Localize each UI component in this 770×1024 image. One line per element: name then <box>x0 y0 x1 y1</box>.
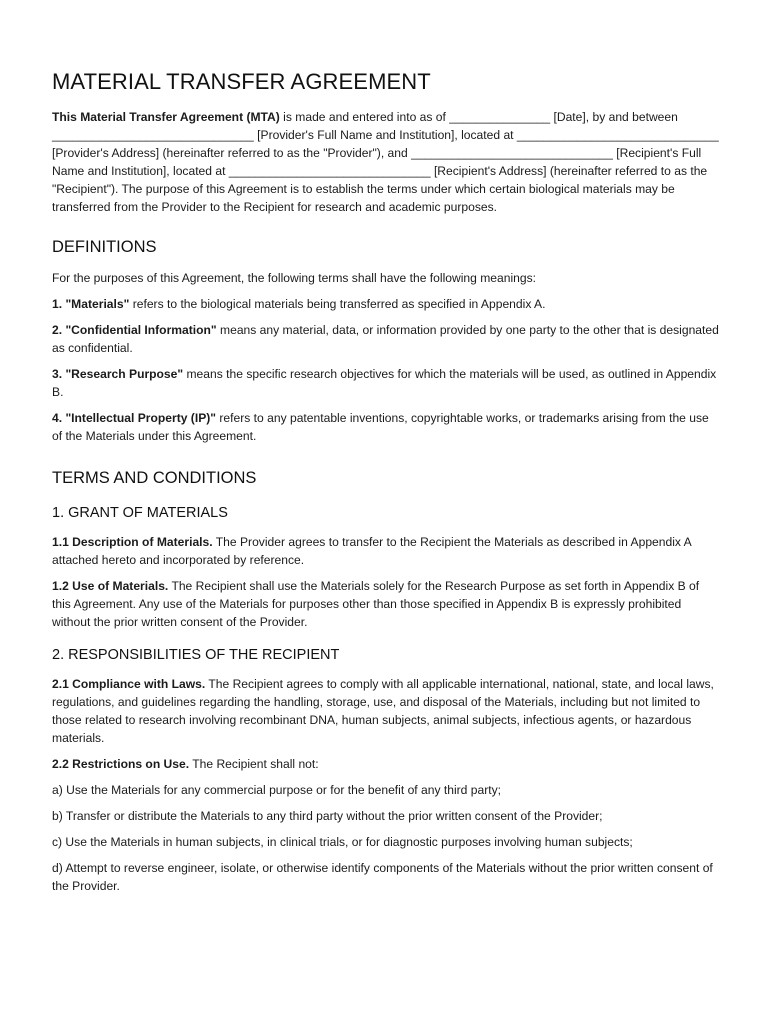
restriction-item: a) Use the Materials for any commercial purpose or for the benefit of any third party; <box>52 782 502 797</box>
clause-text: The Recipient shall not: <box>189 756 319 771</box>
definition-term: 3. "Research Purpose" <box>52 366 184 381</box>
intro-text: is made and entered into as of _______________ [Date], by and between ______________________________ [Provider's Full Name and Institution], located at ______________________________ [Provider's Address] (hereinafter referred to as the "Provider"), and ______________________________ [Recipient's Full Name and Institution], located at ______________________________ [Recipient's Address] (hereinafter referred to as the "Recipient"). The purpose of this Agreement is to establish the terms under which certain biological materials may be transferred from the Provider to the Recipient for research and academic purposes. <box>52 110 719 215</box>
clause-text: The Provider agrees to transfer to the Recipient the Materials as described in Appendix A attached hereto and incorporated by reference. <box>52 534 692 567</box>
definition-item <box>52 365 720 401</box>
definition-text: means any material, data, or information provided by one party to the other that is designated as confidential. <box>52 322 719 355</box>
definition-item <box>52 321 720 357</box>
intro-lead: This Material Transfer Agreement (MTA) <box>52 110 280 124</box>
definition-item <box>52 295 720 313</box>
clause-item <box>52 675 720 747</box>
definition-text: refers to any patentable inventions, copyrightable works, or trademarks arising from the use of the Materials under this Agreement. <box>52 410 709 443</box>
definitions-lead: For the purposes of this Agreement, the following terms shall have the following meanings: <box>52 270 537 285</box>
definition-item <box>52 409 720 445</box>
clause-item <box>52 577 720 631</box>
terms-heading: TERMS AND CONDITIONS <box>52 468 257 487</box>
clause-term: 2.1 Compliance with Laws. <box>52 676 206 691</box>
clause-term: 1.1 Description of Materials. <box>52 534 213 549</box>
clause-term: 1.2 Use of Materials. <box>52 578 169 593</box>
definition-term: 2. "Confidential Information" <box>52 322 217 337</box>
grant-heading: 1. GRANT OF MATERIALS <box>52 504 228 521</box>
definition-term: 4. "Intellectual Property (IP)" <box>52 410 217 425</box>
definitions-heading: DEFINITIONS <box>52 237 157 256</box>
restriction-item: d) Attempt to reverse engineer, isolate, or otherwise identify components of the Materials without the prior written consent of the Provider. <box>52 860 713 893</box>
clause-text: The Recipient shall use the Materials solely for the Research Purpose as set forth in Appendix B of this Agreement. Any use of the Materials for purposes other than those specified in Appendix B is expressly prohibited without the prior written consent of the Provider. <box>52 578 700 629</box>
responsibilities-heading: 2. RESPONSIBILITIES OF THE RECIPIENT <box>52 646 340 663</box>
document-title: MATERIAL TRANSFER AGREEMENT <box>52 69 431 94</box>
definition-text: means the specific research objectives for which the materials will be used, as outlined in Appendix B. <box>52 366 717 399</box>
intro-paragraph <box>52 108 720 217</box>
clause-item <box>52 533 720 569</box>
clause-term: 2.2 Restrictions on Use. <box>52 756 190 771</box>
restriction-item: c) Use the Materials in human subjects, in clinical trials, or for diagnostic purposes involving human subjects; <box>52 834 633 849</box>
definition-term: 1. "Materials" <box>52 296 130 311</box>
restriction-item: b) Transfer or distribute the Materials to any third party without the prior written consent of the Provider; <box>52 808 603 823</box>
clause-item <box>52 755 720 773</box>
clause-text: The Recipient agrees to comply with all applicable international, national, state, and local laws, regulations, and guidelines regarding the handling, storage, use, and disposal of the Materials, including but not limited to those related to research involving recombinant DNA, human subjects, animal subjects, infectious agents, or hazardous materials. <box>52 676 714 745</box>
definition-text: refers to the biological materials being transferred as specified in Appendix A. <box>129 296 546 311</box>
